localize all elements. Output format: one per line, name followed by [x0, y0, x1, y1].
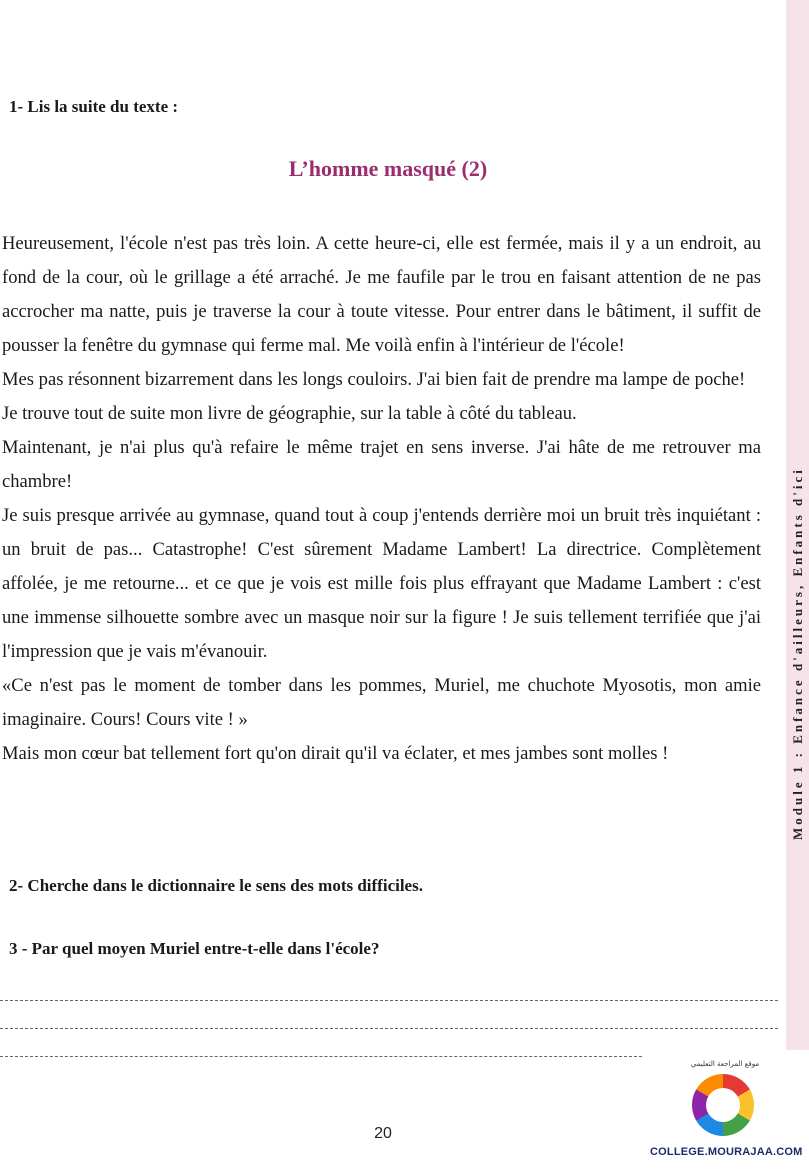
question-3: 3 - Par quel moyen Muriel entre-t-elle dans l'école? — [9, 939, 380, 958]
question-1: 1- Lis la suite du texte : — [9, 97, 179, 116]
logo-arc-text: موقع المراجعة التعليمي — [690, 1060, 760, 1068]
story-paragraph: Mais mon cœur bat tellement fort qu'on dirait qu'il va éclater, et mes jambes sont molles ! — [2, 743, 669, 764]
question-2: 2- Cherche dans le dictionnaire le sens des mots difficiles. — [9, 876, 423, 895]
story-paragraph: Je suis presque arrivée au gymnase, quand tout à coup j'entends derrière moi un bruit très inquiétant : un bruit de pas... Catastrophe! C'est sûrement Madame Lambert! La directrice. Complètement affolée, je me retourne... et ce que je vois est mille fois plus effrayant que Madame Lambert : c'est une immense silhouette sombre avec un masque noir sur la figure ! Je suis tellement terrifiée que j'ai l'impression que je vais m'évanouir. — [2, 505, 761, 662]
story-paragraph: Heureusement, l'école n'est pas très loin. A cette heure-ci, elle est fermée, mais il y a un endroit, au fond de la cour, où le grillage a été arraché. Je me faufile par le trou en faisant attention de ne pas accrocher ma natte, puis je traverse la cour à toute vitesse. Pour entrer dans le bâtiment, il suffit de pousser la fenêtre du gymnase qui ferme mal. Me voilà enfin à l'intérieur de l'école! — [2, 233, 761, 356]
story-paragraph: Mes pas résonnent bizarrement dans les longs couloirs. J'ai bien fait de prendre ma lampe de poche! — [2, 369, 746, 390]
page-number: 20 — [374, 1125, 392, 1142]
logo-center — [706, 1088, 740, 1122]
story-paragraph: Maintenant, je n'ai plus qu'à refaire le même trajet en sens inverse. J'ai hâte de me retrouver ma chambre! — [2, 437, 761, 492]
story-title: L’homme masqué (2) — [288, 156, 488, 181]
answer-line[interactable] — [0, 1000, 778, 1001]
site-logo — [650, 1052, 803, 1164]
story-text — [2, 227, 761, 771]
story-paragraph: Je trouve tout de suite mon livre de géographie, sur la table à côté du tableau. — [2, 403, 577, 424]
answer-line[interactable] — [0, 1056, 642, 1057]
story-paragraph: «Ce n'est pas le moment de tomber dans les pommes, Muriel, me chuchote Myosotis, mon amie imaginaire. Cours! Cours vite ! » — [2, 675, 761, 730]
module-heading-vertical: Module 1 : Enfance d'ailleurs, Enfants d'ici — [790, 467, 805, 840]
logo-url: COLLEGE.MOURAJAA.COM — [650, 1146, 803, 1158]
answer-line[interactable] — [0, 1028, 778, 1029]
